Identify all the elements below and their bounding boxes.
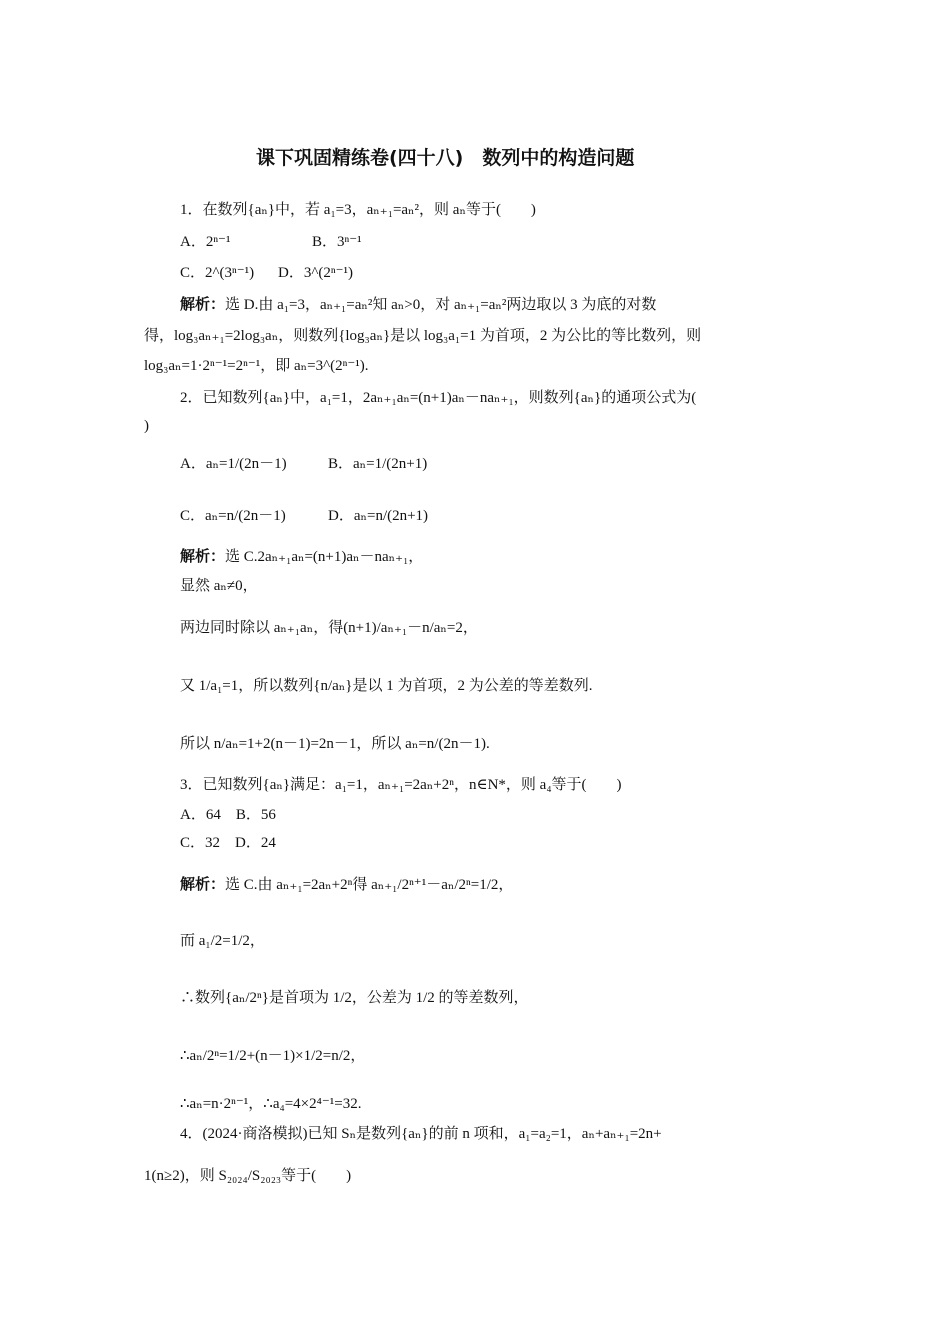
q3-solution-line-2: 而 a₁/2=1/2，: [180, 933, 265, 949]
page-title: 课下巩固精练卷(四十八) 数列中的构造问题: [256, 147, 635, 169]
q2-option-a: A．aₙ=1/(2n－1): [180, 456, 287, 472]
q1-solution-line-2: 得，log₃aₙ₊₁=2log₃aₙ，则数列{log₃aₙ}是以 log₃a₁=1 为首项，2 为公比的等比数列，则: [144, 328, 702, 344]
q2-option-d: D．aₙ=n/(2n+1): [328, 508, 429, 524]
q4-stem-line-2: 1(n≥2)，则 S₂₀₂₄/S₂₀₂₃等于( ): [144, 1168, 352, 1184]
q2-solution-label: 解析：: [180, 547, 226, 565]
q3-solution-line-4: ∴aₙ/2ⁿ=1/2+(n－1)×1/2=n/2，: [180, 1048, 366, 1064]
q1-solution-label: 解析：: [180, 295, 226, 313]
q1-option-a: A．2ⁿ⁻¹: [180, 234, 231, 250]
q2-solution-line-5: 所以 n/aₙ=1+2(n－1)=2n－1，所以 aₙ=n/(2n－1).: [180, 736, 490, 752]
q3-options-cd: C．32 D．24: [180, 835, 276, 851]
q3-solution-line-5: ∴aₙ=n·2ⁿ⁻¹，∴a₄=4×2⁴⁻¹=32.: [180, 1096, 362, 1112]
q1-option-d: D．3^(2ⁿ⁻¹): [278, 265, 354, 281]
q2-solution-line-4: 又 1/a₁=1，所以数列{n/aₙ}是以 1 为首项，2 为公差的等差数列.: [180, 678, 593, 694]
q2-stem-line-1: 2．已知数列{aₙ}中，a₁=1，2aₙ₊₁aₙ=(n+1)aₙ－naₙ₊₁，则数列{aₙ}的通项公式为(: [180, 390, 697, 406]
q3-stem: 3．已知数列{aₙ}满足：a₁=1，aₙ₊₁=2aₙ+2ⁿ，n∈N*，则 a₄等于( ): [180, 777, 622, 793]
q2-solution-line-3: 两边同时除以 aₙ₊₁aₙ，得(n+1)/aₙ₊₁－n/aₙ=2，: [180, 620, 478, 636]
q4-stem-line-1: 4．(2024·商洛模拟)已知 Sₙ是数列{aₙ}的前 n 项和，a₁=a₂=1，aₙ+aₙ₊₁=2n+: [180, 1126, 662, 1142]
q3-options-ab: A．64 B．56: [180, 807, 276, 823]
q3-solution-line-1: 解析：选 C.由 aₙ₊₁=2aₙ+2ⁿ得 aₙ₊₁/2ⁿ⁺¹－aₙ/2ⁿ=1/2，: [180, 875, 514, 893]
q1-option-c: C．2^(3ⁿ⁻¹): [180, 265, 255, 281]
q3-solution-line-3: ∴数列{aₙ/2ⁿ}是首项为 1/2，公差为 1/2 的等差数列，: [180, 990, 529, 1006]
q1-solution-line-3: log₃aₙ=1·2ⁿ⁻¹=2ⁿ⁻¹，即 aₙ=3^(2ⁿ⁻¹).: [144, 358, 369, 374]
q1-stem: 1．在数列{aₙ}中，若 a₁=3，aₙ₊₁=aₙ²，则 aₙ等于( ): [180, 202, 536, 218]
q3-solution-label: 解析：: [180, 875, 226, 893]
q2-option-b: B．aₙ=1/(2n+1): [328, 456, 428, 472]
q1-option-b: B．3ⁿ⁻¹: [312, 234, 362, 250]
q2-solution-line-1: 解析：选 C.2aₙ₊₁aₙ=(n+1)aₙ－naₙ₊₁，: [180, 547, 424, 565]
q2-solution-line-2: 显然 aₙ≠0，: [180, 578, 258, 594]
q2-stem-line-2: ): [144, 418, 149, 434]
q2-option-c: C．aₙ=n/(2n－1): [180, 508, 286, 524]
q1-solution-line-1: 解析：选 D.由 a₁=3，aₙ₊₁=aₙ²知 aₙ>0，对 aₙ₊₁=aₙ²两边取以 3 为底的对数: [180, 295, 657, 313]
